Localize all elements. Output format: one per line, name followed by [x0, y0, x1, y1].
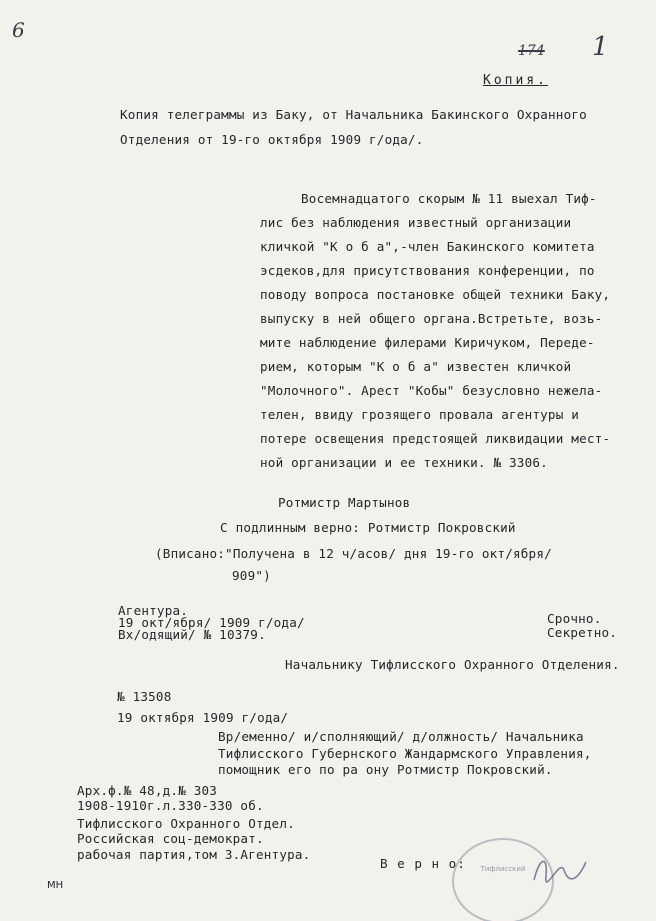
- outgoing-number: № 13508: [117, 689, 172, 704]
- handwritten-signature: [530, 850, 590, 890]
- handwritten-sheet-number: 1: [592, 32, 609, 62]
- telegram-line-11: потере освещения предстоящей ликвидации мест-: [260, 431, 611, 446]
- acting-line-1: Вр/еменно/ и/сполняющий/ д/олжность/ Начальника: [218, 729, 584, 744]
- archive-line-1: Арх.ф.№ 48,д.№ 303: [77, 783, 218, 798]
- telegram-line-2: лис без наблюдения известный организации: [260, 215, 572, 230]
- inscribed-note-1: (Вписано:"Получена в 12 ч/асов/ дня 19-го окт/ября/: [155, 546, 552, 561]
- telegram-line-1: Восемнадцатого скорым № 11 выехал Тиф-: [301, 191, 597, 206]
- telegram-line-6: выпуску в ней общего органа.Встретьте, возь-: [260, 311, 603, 326]
- meta-incoming-number: Вх/одящий/ № 10379.: [118, 627, 266, 642]
- archive-line-3: Тифлисского Охранного Отдел.: [77, 816, 295, 831]
- telegram-line-12: ной организации и ее техники. № 3306.: [260, 455, 548, 470]
- verno-label: В е р н о:: [380, 856, 466, 871]
- telegram-line-9: "Молочного". Арест "Кобы" безусловно нежела-: [260, 383, 603, 398]
- inscribed-note-2: 909"): [232, 568, 271, 583]
- meta-date: 19 окт/ября/ 1909 г/ода/: [118, 615, 305, 630]
- archive-line-5: рабочая партия,том 3.Агентура.: [77, 847, 311, 862]
- archive-line-4: Российская соц-демократ.: [77, 831, 264, 846]
- telegram-line-4: эсдеков,для присутствования конференции, по: [260, 263, 595, 278]
- secret-mark: Секретно.: [547, 625, 618, 640]
- outgoing-date: 19 октября 1909 г/ода/: [117, 710, 289, 725]
- acting-line-2: Тифлисского Губернского Жандармского Управления,: [218, 746, 592, 761]
- verified-note: С подлинным верно: Ротмистр Покровский: [220, 520, 516, 535]
- sender-signature: Ротмистр Мартынов: [278, 495, 411, 510]
- footer-initials: МН: [47, 880, 64, 891]
- intro-line-1: Копия телеграммы из Баку, от Начальника Бакинского Охранного: [120, 107, 587, 122]
- archive-line-2: 1908-1910г.л.330-330 об.: [77, 798, 264, 813]
- addressee: Начальнику Тифлисского Охранного Отделения.: [285, 657, 620, 672]
- handwritten-page-number: 6: [12, 18, 25, 42]
- stamp-text: Тифлисский: [480, 865, 526, 873]
- telegram-line-8: рием, которым "К о б а" известен кличкой: [260, 359, 572, 374]
- urgent-mark: Срочно.: [547, 611, 602, 626]
- intro-line-2: Отделения от 19-го октября 1909 г/ода/.: [120, 132, 424, 147]
- copy-heading: Копия.: [483, 73, 548, 88]
- acting-line-3: помощник его по ра ону Ротмистр Покровский.: [218, 762, 553, 777]
- telegram-line-7: мите наблюдение филерами Киричуком, Переде-: [260, 335, 595, 350]
- meta-agentura: Агентура.: [118, 603, 189, 618]
- struck-sheet-number: 174: [518, 43, 545, 59]
- telegram-line-10: телен, ввиду грозящего провала агентуры и: [260, 407, 580, 422]
- telegram-line-3: кличкой "К о б а",-член Бакинского комитета: [260, 239, 595, 254]
- telegram-line-5: поводу вопроса постановке общей техники Баку,: [260, 287, 611, 302]
